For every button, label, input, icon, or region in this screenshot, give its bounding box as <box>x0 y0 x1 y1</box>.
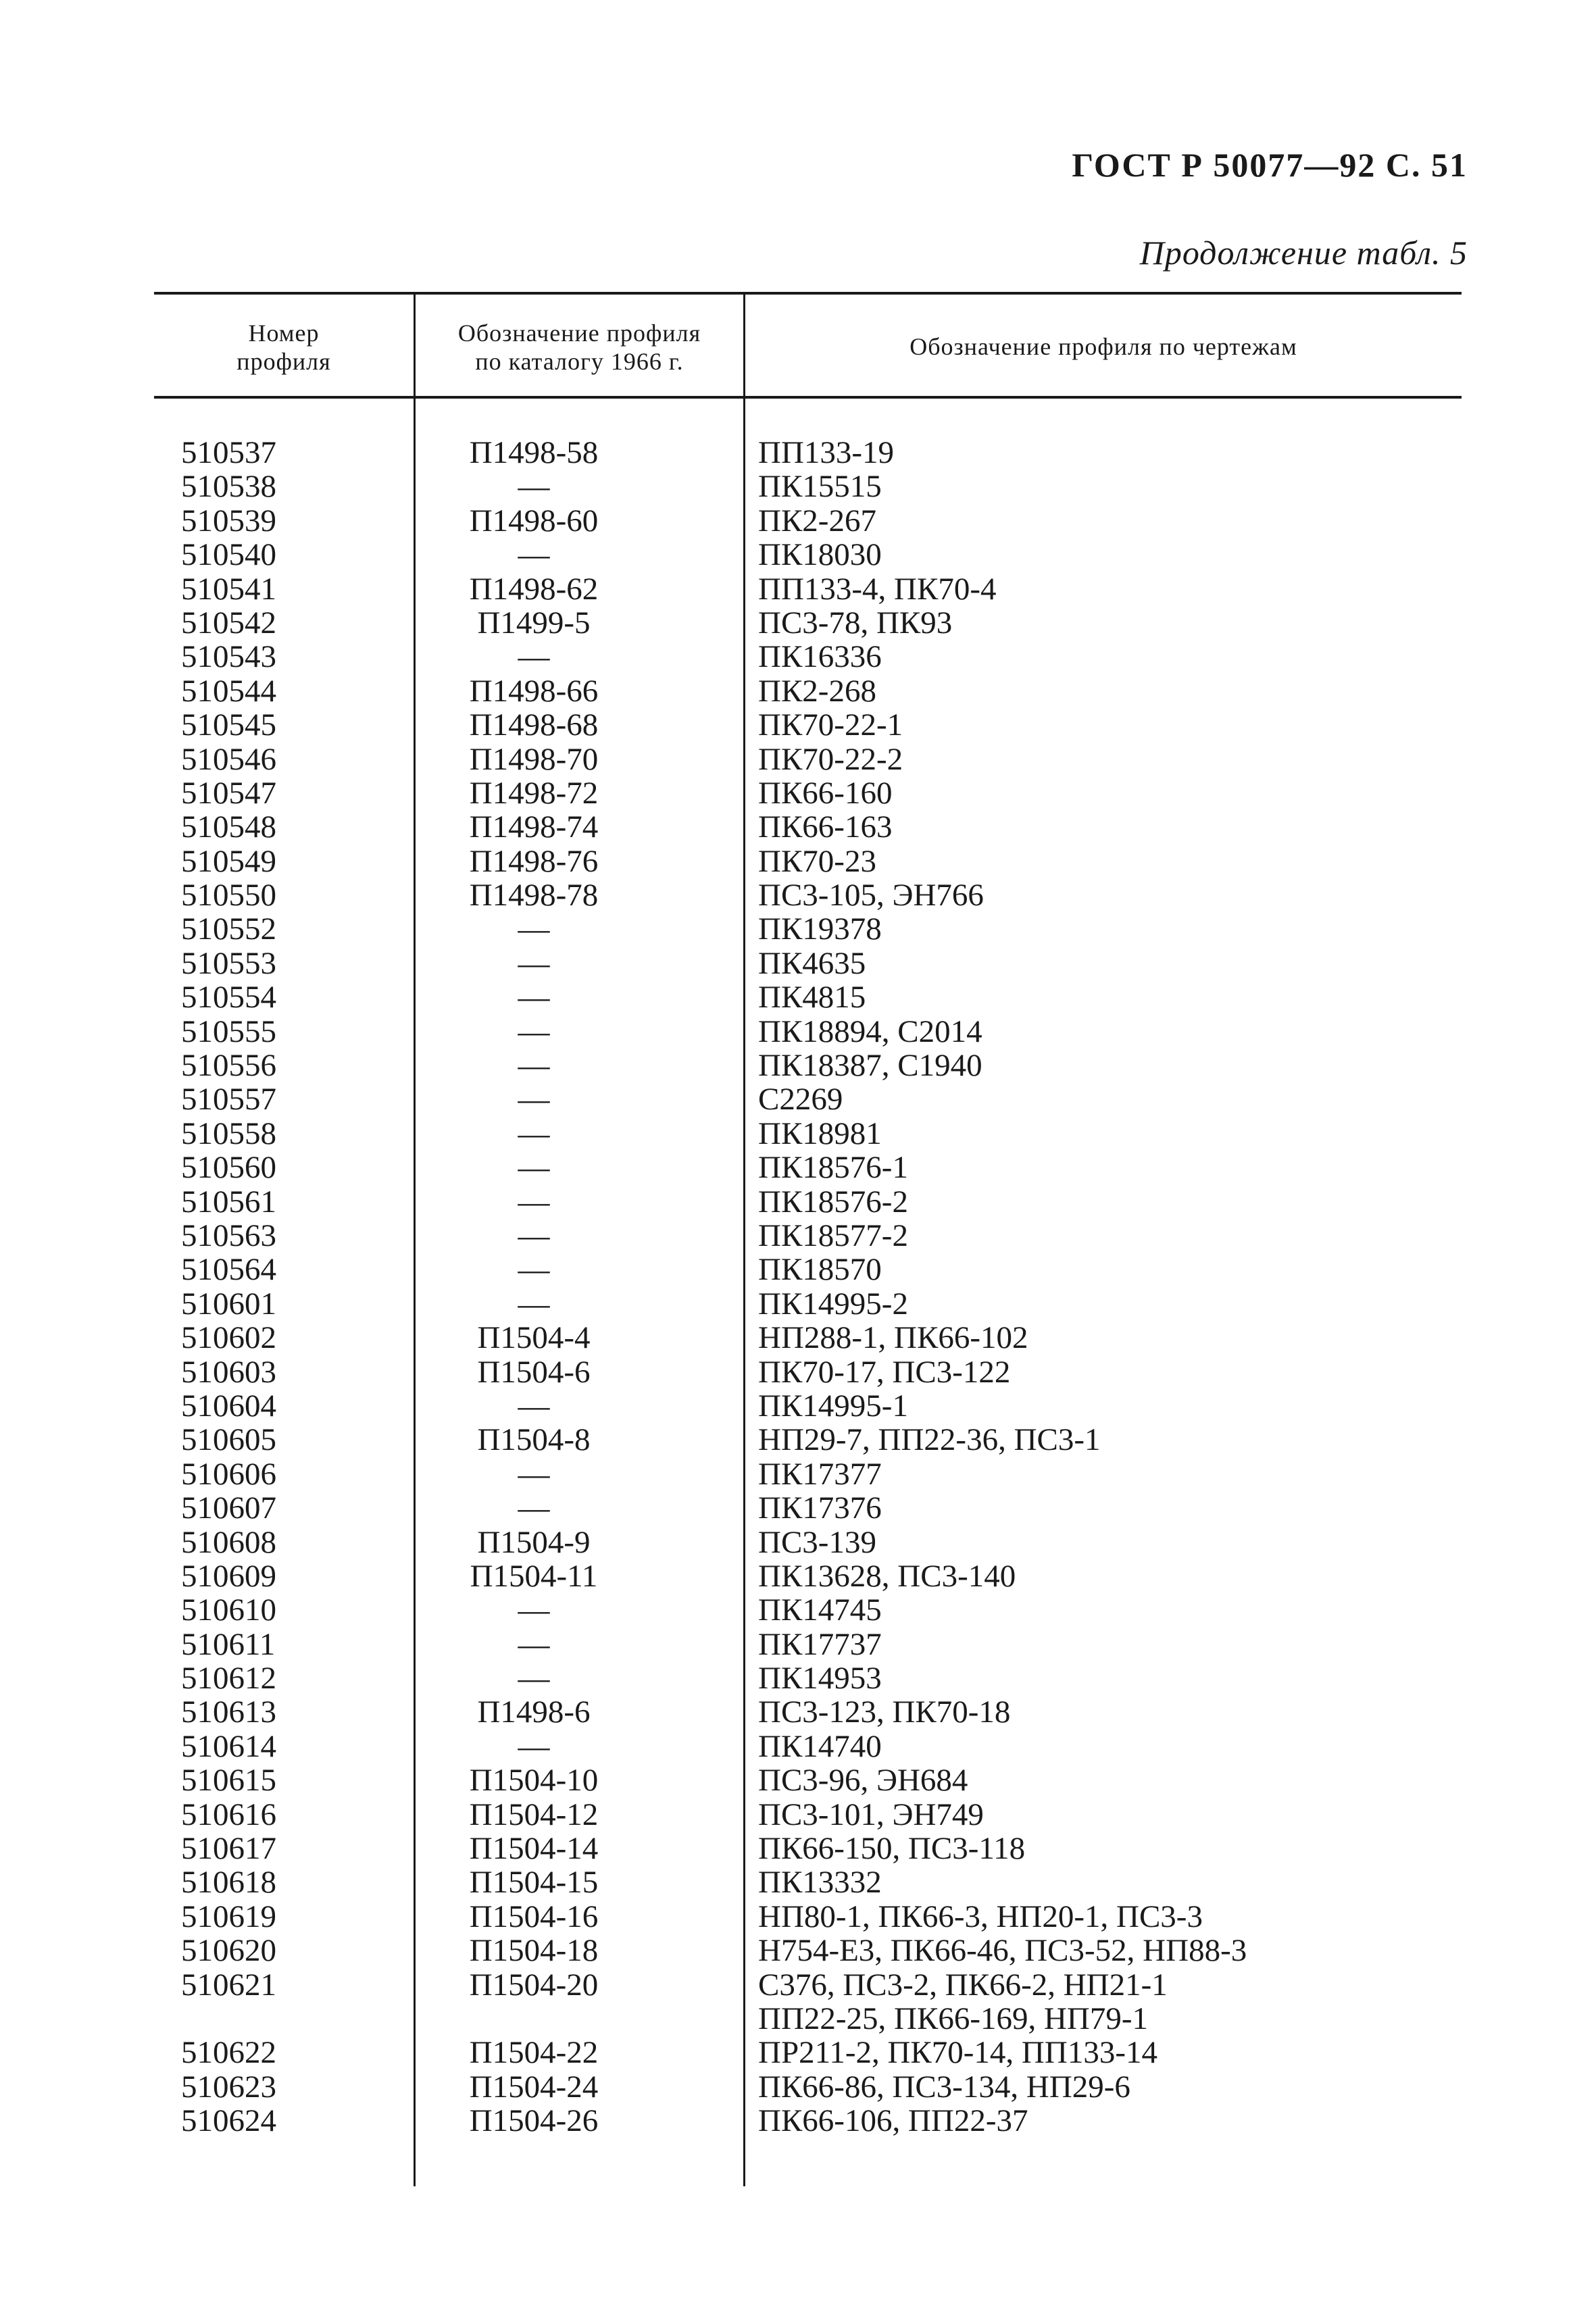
cell-profile-number: 510540 <box>181 537 276 573</box>
table-row <box>0 1457 1596 1491</box>
table-row <box>0 1219 1596 1253</box>
table-row <box>0 1082 1596 1116</box>
cell-drawing-designation: ПК66-86, ПС3-134, НП29-6 <box>758 2069 1130 2105</box>
cell-drawing-designation: ПК14740 <box>758 1728 882 1764</box>
cell-catalog-designation: — <box>518 1456 550 1492</box>
cell-profile-number: 510560 <box>181 1150 276 1186</box>
table-row <box>0 1593 1596 1627</box>
cell-drawing-designation: ПК18576-2 <box>758 1184 908 1219</box>
cell-catalog-designation: — <box>518 1150 550 1186</box>
cell-catalog-designation: — <box>518 1626 550 1662</box>
cell-profile-number: 510622 <box>181 2035 276 2071</box>
table-row <box>0 572 1596 606</box>
cell-catalog-designation: П1498-78 <box>469 878 599 913</box>
cell-drawing-designation: ПК17377 <box>758 1456 882 1492</box>
cell-profile-number: 510564 <box>181 1252 276 1288</box>
cell-drawing-designation: ПК18570 <box>758 1252 882 1288</box>
table-row <box>0 1934 1596 1967</box>
cell-catalog-designation: П1504-24 <box>469 2069 599 2105</box>
cell-drawing-designation: ПК70-23 <box>758 843 876 879</box>
table-row <box>0 1730 1596 1763</box>
cell-drawing-designation: Н754-Е3, ПК66-46, ПС3-52, НП88-3 <box>758 1933 1247 1969</box>
table-row <box>0 845 1596 878</box>
cell-profile-number: 510563 <box>181 1217 276 1253</box>
cell-catalog-designation: — <box>518 1388 550 1424</box>
cell-drawing-designation: ПК66-150, ПС3-118 <box>758 1831 1026 1867</box>
cell-profile-number: 510604 <box>181 1388 276 1424</box>
table-row <box>0 776 1596 810</box>
cell-profile-number: 510607 <box>181 1490 276 1526</box>
cell-drawing-designation: ПК2-268 <box>758 673 876 709</box>
cell-profile-number: 510610 <box>181 1592 276 1628</box>
table-row <box>0 1798 1596 1832</box>
cell-catalog-designation: П1504-26 <box>469 2103 599 2139</box>
cell-catalog-designation: П1504-12 <box>469 1796 599 1832</box>
cell-catalog-designation: П1498-68 <box>469 707 599 743</box>
cell-drawing-designation: ПП133-19 <box>758 435 895 470</box>
cell-catalog-designation: — <box>518 1286 550 1322</box>
table-row <box>0 1526 1596 1559</box>
cell-profile-number: 510615 <box>181 1763 276 1799</box>
cell-catalog-designation: — <box>518 1115 550 1151</box>
cell-profile-number: 510546 <box>181 741 276 777</box>
cell-catalog-designation: — <box>518 1082 550 1117</box>
table-row <box>0 1661 1596 1695</box>
page-title: ГОСТ Р 50077—92 С. 51 <box>1072 146 1468 184</box>
header-bottom-rule <box>154 396 1462 399</box>
cell-drawing-designation: ПК70-17, ПС3-122 <box>758 1354 1011 1390</box>
column-header-drawings <box>745 332 1462 361</box>
cell-catalog-designation: П1504-16 <box>469 1898 599 1934</box>
cell-catalog-designation: П1504-11 <box>470 1558 598 1594</box>
cell-profile-number: 510539 <box>181 503 276 538</box>
table-row <box>0 1117 1596 1151</box>
table-row <box>0 1559 1596 1593</box>
cell-drawing-designation: ПК18387, С1940 <box>758 1048 982 1084</box>
cell-catalog-designation: — <box>518 911 550 947</box>
cell-profile-number: 510550 <box>181 878 276 913</box>
cell-profile-number: 510556 <box>181 1048 276 1084</box>
cell-catalog-designation: — <box>518 1592 550 1628</box>
cell-drawing-designation: ПР211-2, ПК70-14, ПП133-14 <box>758 2035 1157 2071</box>
cell-profile-number: 510558 <box>181 1115 276 1151</box>
cell-drawing-designation: С376, ПС3-2, ПК66-2, НП21-1 <box>758 1967 1168 2003</box>
cell-drawing-designation: С2269 <box>758 1082 843 1117</box>
cell-drawing-designation: ПС3-123, ПК70-18 <box>758 1694 1011 1730</box>
cell-profile-number: 510549 <box>181 843 276 879</box>
column-header-number-line2: профиля <box>236 348 331 375</box>
cell-catalog-designation: П1498-58 <box>469 435 599 470</box>
cell-profile-number: 510608 <box>181 1524 276 1560</box>
cell-profile-number: 510618 <box>181 1865 276 1901</box>
table-row <box>0 2036 1596 2069</box>
table-row <box>0 640 1596 674</box>
table-row <box>0 2002 1596 2036</box>
cell-profile-number: 510624 <box>181 2103 276 2139</box>
cell-drawing-designation: ПК16336 <box>758 639 882 675</box>
cell-profile-number: 510543 <box>181 639 276 675</box>
cell-profile-number: 510541 <box>181 571 276 607</box>
cell-profile-number: 510548 <box>181 809 276 845</box>
cell-profile-number: 510612 <box>181 1661 276 1696</box>
cell-drawing-designation: ПК66-160 <box>758 775 893 811</box>
table-row <box>0 912 1596 946</box>
cell-catalog-designation: — <box>518 1661 550 1696</box>
cell-catalog-designation: — <box>518 639 550 675</box>
table-row <box>0 1321 1596 1355</box>
cell-catalog-designation: — <box>518 980 550 1015</box>
cell-profile-number: 510616 <box>181 1796 276 1832</box>
cell-drawing-designation: ПК66-106, ПП22-37 <box>758 2103 1028 2139</box>
cell-drawing-designation: ПК17737 <box>758 1626 882 1662</box>
column-header-number-line1: Номер <box>248 320 320 347</box>
cell-profile-number: 510609 <box>181 1558 276 1594</box>
cell-catalog-designation: П1504-18 <box>469 1933 599 1969</box>
cell-catalog-designation: П1498-74 <box>469 809 599 845</box>
cell-catalog-designation: П1504-4 <box>477 1320 591 1356</box>
cell-drawing-designation: ПК14745 <box>758 1592 882 1628</box>
cell-catalog-designation: П1504-6 <box>477 1354 591 1390</box>
cell-drawing-designation: ПК18894, С2014 <box>758 1013 982 1049</box>
cell-profile-number: 510542 <box>181 605 276 640</box>
cell-profile-number: 510619 <box>181 1898 276 1934</box>
cell-drawing-designation: ПК66-163 <box>758 809 893 845</box>
column-header-catalog <box>416 319 743 376</box>
table-top-rule <box>154 292 1462 295</box>
cell-catalog-designation: — <box>518 537 550 573</box>
cell-drawing-designation: ПП22-25, ПК66-169, НП79-1 <box>758 2001 1149 2036</box>
table-continuation-label: Продолжение табл. 5 <box>1139 234 1468 272</box>
table-row <box>0 1763 1596 1797</box>
table-row <box>0 1389 1596 1423</box>
table-row <box>0 2104 1596 2138</box>
cell-catalog-designation: П1504-22 <box>469 2035 599 2071</box>
table-row <box>0 1253 1596 1286</box>
cell-profile-number: 510613 <box>181 1694 276 1730</box>
cell-catalog-designation: — <box>518 1728 550 1764</box>
cell-catalog-designation: П1498-62 <box>469 571 599 607</box>
cell-drawing-designation: ПК15515 <box>758 469 882 505</box>
cell-drawing-designation: ПК2-267 <box>758 503 876 538</box>
cell-catalog-designation: — <box>518 1013 550 1049</box>
table-row <box>0 1015 1596 1049</box>
table-row <box>0 1865 1596 1899</box>
table-row <box>0 810 1596 844</box>
cell-catalog-designation: П1504-9 <box>477 1524 591 1560</box>
cell-catalog-designation: П1498-60 <box>469 503 599 538</box>
cell-drawing-designation: НП288-1, ПК66-102 <box>758 1320 1028 1356</box>
cell-profile-number: 510545 <box>181 707 276 743</box>
table-row <box>0 1151 1596 1184</box>
table-row <box>0 1049 1596 1082</box>
cell-catalog-designation: П1499-5 <box>477 605 591 640</box>
cell-drawing-designation: ПК17376 <box>758 1490 882 1526</box>
cell-drawing-designation: НП80-1, ПК66-3, НП20-1, ПС3-3 <box>758 1898 1203 1934</box>
table-row <box>0 470 1596 503</box>
cell-catalog-designation: П1498-72 <box>469 775 599 811</box>
column-header-drawings-label: Обозначение профиля по чертежам <box>909 333 1297 360</box>
column-header-number <box>154 319 414 376</box>
cell-profile-number: 510537 <box>181 435 276 470</box>
cell-drawing-designation: ПС3-96, ЭН684 <box>758 1763 968 1799</box>
cell-catalog-designation: — <box>518 1490 550 1526</box>
cell-profile-number: 510620 <box>181 1933 276 1969</box>
cell-drawing-designation: ПК14995-1 <box>758 1388 908 1424</box>
cell-profile-number: 510614 <box>181 1728 276 1764</box>
cell-drawing-designation: ПК13332 <box>758 1865 882 1901</box>
cell-catalog-designation: П1498-76 <box>469 843 599 879</box>
cell-profile-number: 510605 <box>181 1422 276 1458</box>
cell-profile-number: 510601 <box>181 1286 276 1322</box>
cell-catalog-designation: П1498-6 <box>477 1694 591 1730</box>
table-row <box>0 1185 1596 1219</box>
cell-drawing-designation: ПК19378 <box>758 911 882 947</box>
cell-catalog-designation: — <box>518 1184 550 1219</box>
cell-catalog-designation: П1504-14 <box>469 1831 599 1867</box>
table-row <box>0 538 1596 572</box>
cell-catalog-designation: — <box>518 469 550 505</box>
cell-catalog-designation: П1498-66 <box>469 673 599 709</box>
cell-profile-number: 510603 <box>181 1354 276 1390</box>
cell-profile-number: 510544 <box>181 673 276 709</box>
table-row <box>0 2070 1596 2104</box>
cell-profile-number: 510555 <box>181 1013 276 1049</box>
table-row <box>0 1832 1596 1865</box>
cell-drawing-designation: ПП133-4, ПК70-4 <box>758 571 997 607</box>
table-row <box>0 878 1596 912</box>
column-header-catalog-line1: Обозначение профиля <box>457 320 701 347</box>
table-row <box>0 1695 1596 1729</box>
cell-profile-number: 510611 <box>181 1626 276 1662</box>
table-row <box>0 1968 1596 2002</box>
table-row <box>0 1491 1596 1525</box>
cell-catalog-designation: П1504-15 <box>469 1865 599 1901</box>
table-row <box>0 1900 1596 1934</box>
cell-drawing-designation: ПС3-105, ЭН766 <box>758 878 984 913</box>
table-row <box>0 1423 1596 1457</box>
table-row <box>0 743 1596 776</box>
cell-catalog-designation: — <box>518 1252 550 1288</box>
cell-profile-number: 510602 <box>181 1320 276 1356</box>
table-row <box>0 947 1596 980</box>
cell-profile-number: 510552 <box>181 911 276 947</box>
cell-drawing-designation: ПС3-78, ПК93 <box>758 605 953 640</box>
table-row <box>0 504 1596 538</box>
table-row <box>0 436 1596 470</box>
table-row <box>0 708 1596 742</box>
cell-profile-number: 510538 <box>181 469 276 505</box>
cell-drawing-designation: ПК70-22-1 <box>758 707 903 743</box>
cell-catalog-designation: П1504-10 <box>469 1763 599 1799</box>
cell-catalog-designation: П1498-70 <box>469 741 599 777</box>
cell-catalog-designation: П1504-8 <box>477 1422 591 1458</box>
cell-drawing-designation: ПК14995-2 <box>758 1286 908 1322</box>
column-header-catalog-line2: по каталогу 1966 г. <box>475 348 684 375</box>
table-row <box>0 606 1596 640</box>
table-body <box>0 436 1596 2138</box>
cell-drawing-designation: ПК13628, ПС3-140 <box>758 1558 1016 1594</box>
cell-drawing-designation: ПК18577-2 <box>758 1217 908 1253</box>
cell-catalog-designation: — <box>518 1217 550 1253</box>
cell-profile-number: 510606 <box>181 1456 276 1492</box>
cell-drawing-designation: ПК18030 <box>758 537 882 573</box>
table-row <box>0 1628 1596 1661</box>
cell-profile-number: 510561 <box>181 1184 276 1219</box>
cell-profile-number: 510623 <box>181 2069 276 2105</box>
table-row <box>0 1355 1596 1389</box>
cell-drawing-designation: ПК4815 <box>758 980 866 1015</box>
cell-catalog-designation: — <box>518 945 550 981</box>
cell-drawing-designation: НП29-7, ПП22-36, ПС3-1 <box>758 1422 1101 1458</box>
cell-drawing-designation: ПК18981 <box>758 1115 882 1151</box>
cell-profile-number: 510547 <box>181 775 276 811</box>
table-row <box>0 1287 1596 1321</box>
cell-profile-number: 510621 <box>181 1967 276 2003</box>
cell-catalog-designation: — <box>518 1048 550 1084</box>
cell-catalog-designation: П1504-20 <box>469 1967 599 2003</box>
cell-drawing-designation: ПК4635 <box>758 945 866 981</box>
table-row <box>0 980 1596 1014</box>
cell-drawing-designation: ПС3-139 <box>758 1524 876 1560</box>
cell-drawing-designation: ПС3-101, ЭН749 <box>758 1796 984 1832</box>
cell-profile-number: 510557 <box>181 1082 276 1117</box>
cell-drawing-designation: ПК14953 <box>758 1661 882 1696</box>
cell-profile-number: 510617 <box>181 1831 276 1867</box>
cell-drawing-designation: ПК18576-1 <box>758 1150 908 1186</box>
cell-drawing-designation: ПК70-22-2 <box>758 741 903 777</box>
cell-profile-number: 510554 <box>181 980 276 1015</box>
table-row <box>0 674 1596 708</box>
cell-profile-number: 510553 <box>181 945 276 981</box>
